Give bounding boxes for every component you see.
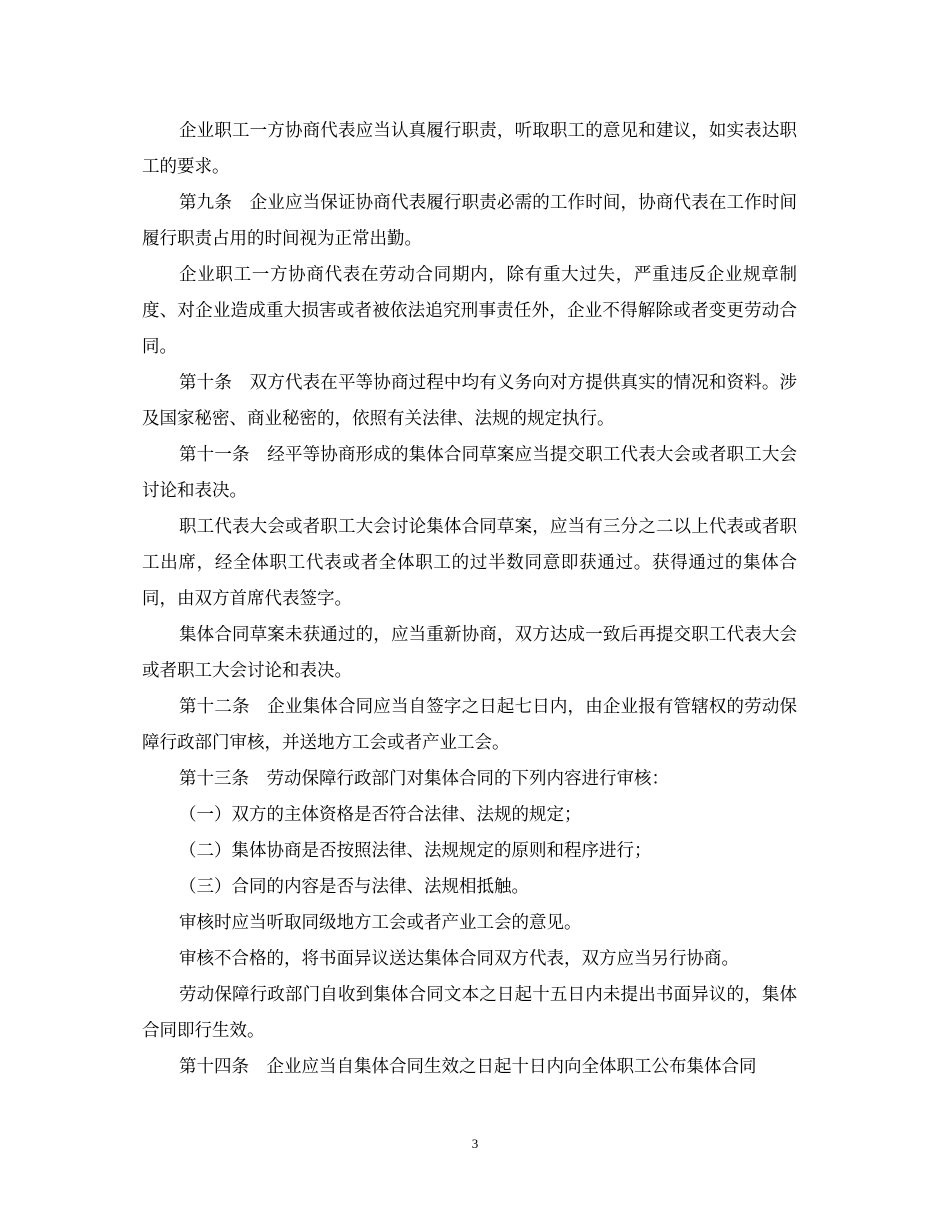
paragraph: 企业职工一方协商代表在劳动合同期内，除有重大过失，严重违反企业规章制度、对企业造成重大损害或者被依法追究刑事责任外，企业不得解除或者变更劳动合同。 — [142, 265, 797, 357]
list-item: （一）双方的主体资格是否符合法律、法规的规定； — [179, 805, 582, 825]
paragraph: 审核时应当听取同级地方工会或者产业工会的意见。 — [179, 913, 582, 933]
paragraph-article-13: 第十三条 劳动保障行政部门对集体合同的下列内容进行审核： — [179, 769, 669, 789]
list-item: （二）集体协商是否按照法律、法规规定的原则和程序进行； — [179, 841, 652, 861]
paragraph: 集体合同草案未获通过的，应当重新协商，双方达成一致后再提交职工代表大会或者职工大会讨论和表决。 — [142, 625, 797, 681]
page-number: 3 — [471, 1136, 479, 1151]
paragraph-article-11: 第十一条 经平等协商形成的集体合同草案应当提交职工代表大会或者职工大会讨论和表决。 — [142, 445, 797, 501]
paragraph: 企业职工一方协商代表应当认真履行职责，听取职工的意见和建议，如实表达职工的要求。 — [142, 121, 797, 177]
paragraph-article-9: 第九条 企业应当保证协商代表履行职责必需的工作时间，协商代表在工作时间履行职责占用的时间视为正常出勤。 — [142, 193, 797, 249]
paragraph: 劳动保障行政部门自收到集体合同文本之日起十五日内未提出书面异议的，集体合同即行生效。 — [142, 985, 797, 1041]
paragraph: 审核不合格的，将书面异议送达集体合同双方代表，双方应当另行协商。 — [179, 949, 739, 969]
list-item: （三）合同的内容是否与法律、法规相抵触。 — [179, 877, 529, 897]
document-body — [142, 113, 797, 1085]
paragraph-article-10: 第十条 双方代表在平等协商过程中均有义务向对方提供真实的情况和资料。涉及国家秘密、商业秘密的，依照有关法律、法规的规定执行。 — [142, 373, 797, 429]
paragraph-article-12: 第十二条 企业集体合同应当自签字之日起七日内，由企业报有管辖权的劳动保障行政部门审核，并送地方工会或者产业工会。 — [142, 697, 797, 753]
paragraph: 职工代表大会或者职工大会讨论集体合同草案，应当有三分之二以上代表或者职工出席，经全体职工代表或者全体职工的过半数同意即获通过。获得通过的集体合同，由双方首席代表签字。 — [142, 517, 797, 609]
paragraph-article-14: 第十四条 企业应当自集体合同生效之日起十日内向全体职工公布集体合同 — [179, 1057, 757, 1077]
